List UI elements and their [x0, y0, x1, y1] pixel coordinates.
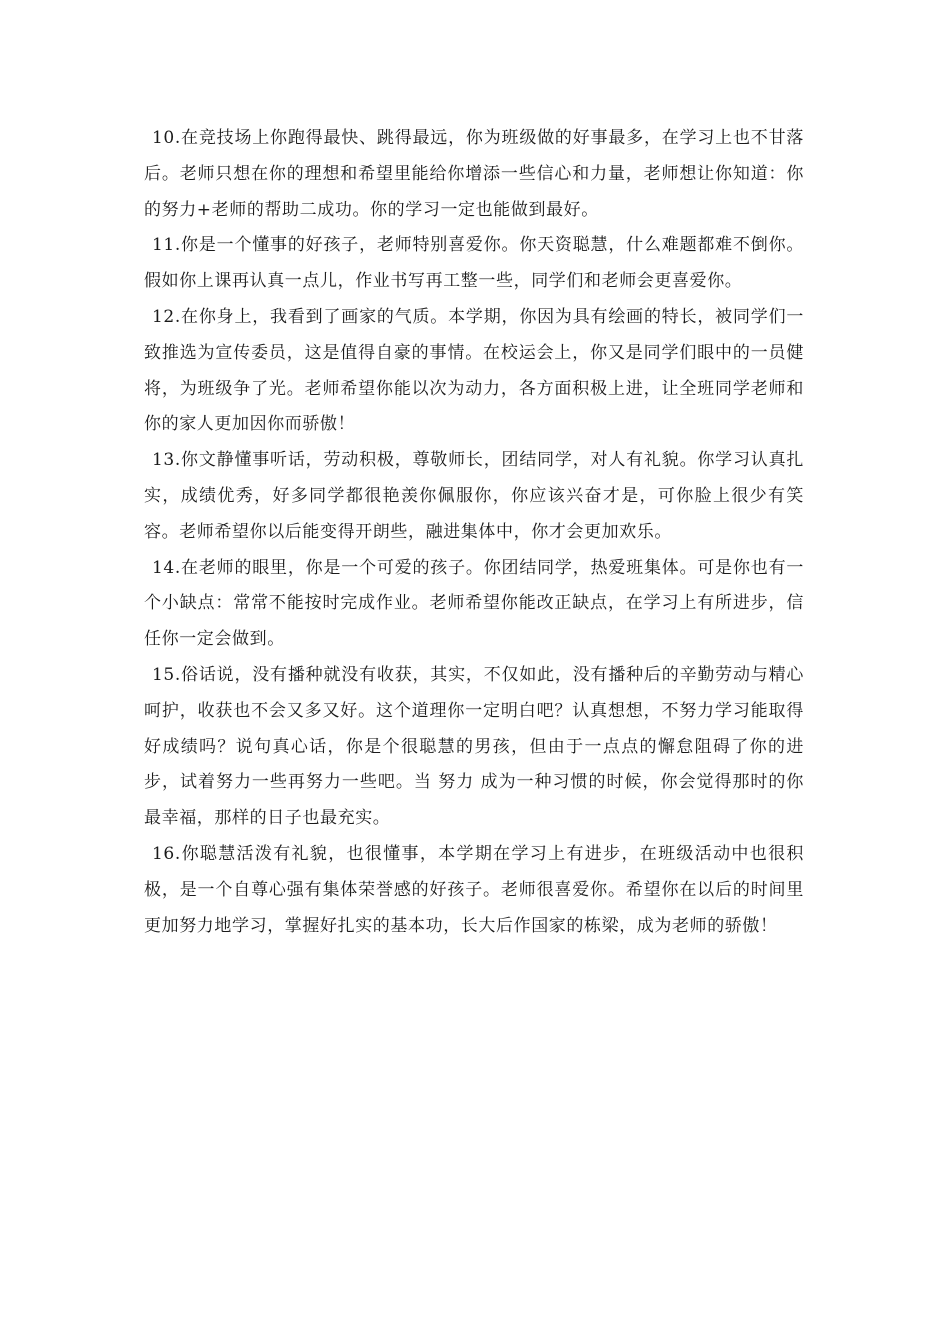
comment-paragraph-11: 11.你是一个懂事的好孩子，老师特别喜爱你。你天资聪慧，什么难题都难不倒你。假如你上课再认真一点儿，作业书写再工整一些，同学们和老师会更喜爱你。	[144, 235, 804, 292]
comment-paragraph-13: 13.你文静懂事听话，劳动积极，尊敬师长，团结同学，对人有礼貌。你学习认真扎实，成绩优秀，好多同学都很艳羡你佩服你，你应该兴奋才是，可你脸上很少有笑容。老师希望你以后能变得开朗些，融进集体中，你才会更加欢乐。	[144, 450, 804, 542]
comment-paragraph-14: 14.在老师的眼里，你是一个可爱的孩子。你团结同学，热爱班集体。可是你也有一个小缺点：常常不能按时完成作业。老师希望你能改正缺点，在学习上有所进步，信任你一定会做到。	[144, 557, 804, 650]
document-body	[144, 121, 804, 944]
comment-paragraph-10: 10.在竞技场上你跑得最快、跳得最远，你为班级做的好事最多，在学习上也不甘落后。老师只想在你的理想和希望里能给你增添一些信心和力量，老师想让你知道：你的努力+老师的帮助二成功。你的学习一定也能做到最好。	[144, 128, 804, 220]
comment-paragraph-16: 16.你聪慧活泼有礼貌，也很懂事，本学期在学习上有进步，在班级活动中也很积极，是一个自尊心强有集体荣誉感的好孩子。老师很喜爱你。希望你在以后的时间里更加努力地学习，掌握好扎实的基本功，长大后作国家的栋梁，成为老师的骄傲！	[144, 843, 804, 936]
comment-paragraph-15: 15.俗话说，没有播种就没有收获，其实，不仅如此，没有播种后的辛勤劳动与精心呵护，收获也不会又多又好。这个道理你一定明白吧？认真想想，不努力学习能取得好成绩吗？说句真心话，你是个很聪慧的男孩，但由于一点点的懈怠阻碍了你的进步，试着努力一些再努力一些吧。当 努力 成为一种习惯的时候，你会觉得那时的你最幸福，那样的日子也最充实。	[144, 664, 804, 829]
comment-paragraph-12: 12.在你身上，我看到了画家的气质。本学期，你因为具有绘画的特长，被同学们一致推选为宣传委员，这是值得自豪的事情。在校运会上，你又是同学们眼中的一员健将，为班级争了光。老师希望你能以次为动力，各方面积极上进，让全班同学老师和你的家人更加因你而骄傲！	[144, 306, 804, 435]
